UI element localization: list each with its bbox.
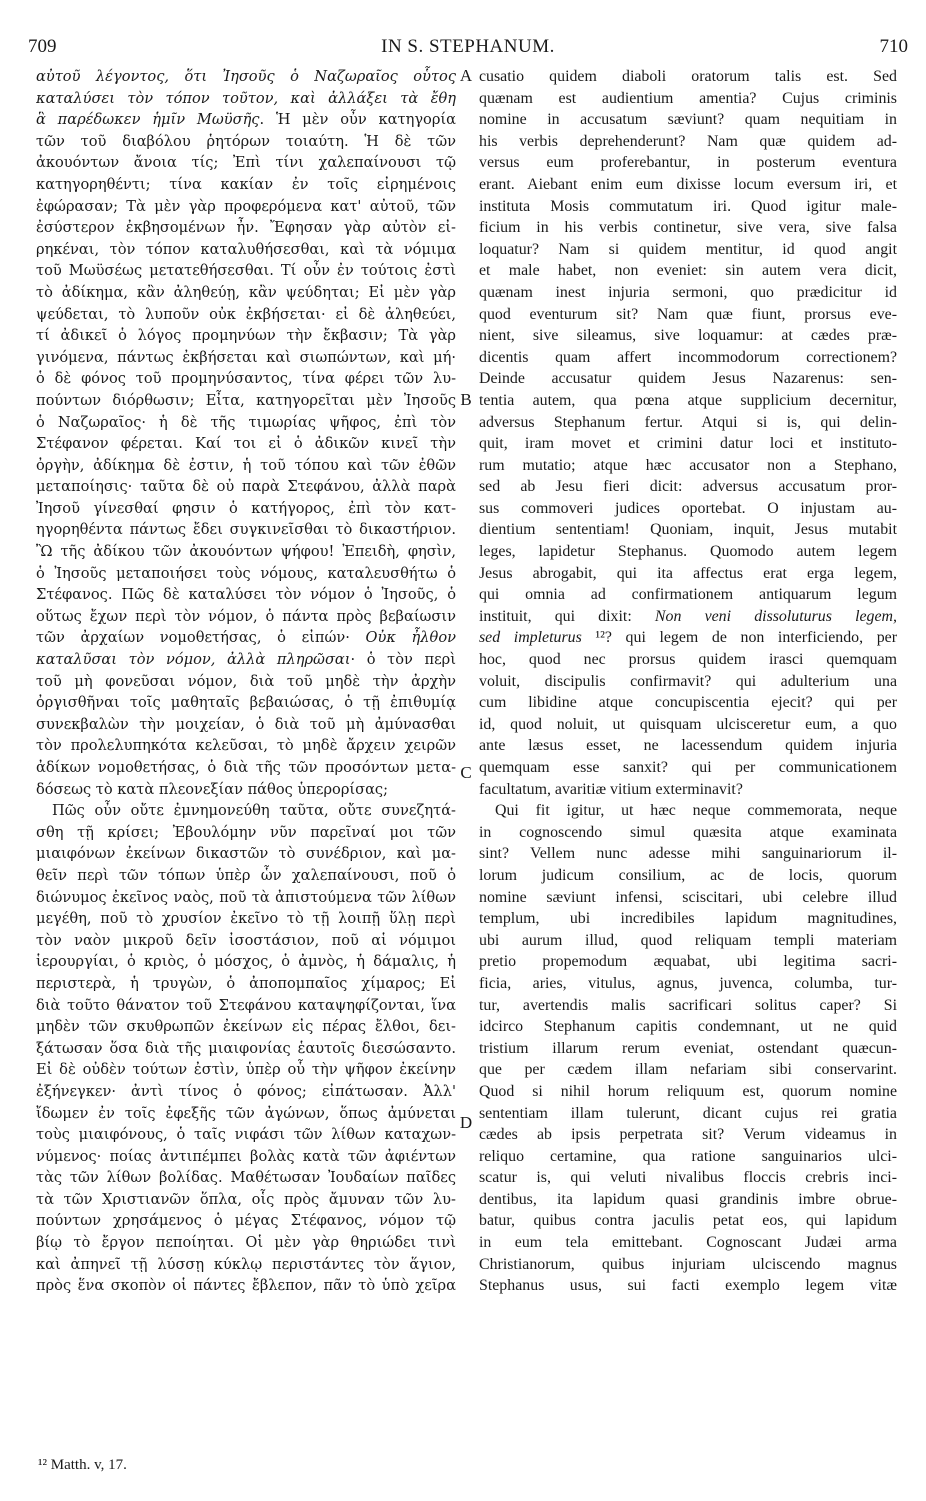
latin-text-line: nomine sæviunt infensi, sciscitari, ubi celebre illud [479,888,897,906]
latin-text-line: Christianorum, quibus injuriam ulciscendo magnus [479,1255,897,1273]
latin-text-line: Jesus abrogabit, qui ita affectus erat erga legem, [479,564,897,582]
latin-text-line: et male habet, non eveniet: sin autem vera dicit, [479,262,897,280]
latin-text-line: hoc, quod nec prorsus quidem irasci quemquam [479,651,897,669]
latin-text-line: quænam inest injuria sermoni, quo prædicitur id [479,283,897,301]
latin-text-line: lorum judicum consilium, ac de locis, quorum [479,866,897,884]
latin-text-line: adversus Stephanum fertur. Atqui si is, qui delin- [479,413,897,431]
greek-text-line: ηγορηθέντα πάντως ἔδει συγκινεῖσθαι τὸ δικαστήριον. [36,521,456,539]
greek-text-line: νύμενος· ποίας ἀντιπέμπει βολὰς κατὰ τῶν ἀφιέντων [36,1147,456,1165]
greek-text-line: καταλῦσαι τὸν νόμον, ἀλλὰ πληρῶσαι· ὁ τὸν περὶ [36,651,456,669]
latin-text-line: cædes ab ipsis perpetrata sit? Verum videamus in [479,1126,897,1144]
footnote: ¹² Matth. v, 17. [38,1457,127,1473]
latin-text-line: dientium sententiam! Quoniam, inquit, Jesus mutabit [479,521,897,539]
greek-text-line: θεῖν περὶ τῶν τόπων ὑπὲρ ὧν χαλεπαίνουσι, ποῦ ὁ [36,866,456,884]
latin-text-line: voluit, discipulis confirmavit? qui adulterium una [479,672,897,690]
greek-text-line: συνεκβαλὼν τὴν μοιχείαν, ὁ διὰ τοῦ μὴ ἀμύνασθαι [36,715,456,733]
latin-text-line: tristium illarum rerum eveniat, ostendant quæcun- [479,1039,897,1057]
greek-text-line: Ἰησοῦ γίνεσθαί φησιν ὁ κατήγορος, ἐπὶ τὸν κατ- [36,499,456,517]
latin-text-line: loquatur? Nam si quidem mentitur, id quod angit [479,240,897,258]
greek-text-line: τὸν ναὸν μικροῦ δεῖν ἰσοστάσιον, ποῦ αἱ νόμιμοι [36,931,456,949]
greek-text-line: ὁ Ἰησοῦς μεταποιήσει τοὺς νόμους, καταλευσθήτω ὁ [36,564,456,582]
greek-text-line: πούντων διόρθωσιν; Εἶτα, κατηγορεῖται μὲν Ἰησοῦς [36,391,456,409]
greek-text-line: μεγέθη, ποῦ τὸ χρυσίον ἐκεῖνο τὸ τῇ λοιπῇ ὕλῃ περὶ [36,910,456,928]
latin-text-line: rum mutatio; atque hæc accusator non a Stephano, [479,456,897,474]
page-header [28,36,908,62]
greek-text-line: σθη τῇ κρίσει; Ἐβουλόμην νῦν παρεῖναί μοι τῶν [36,823,456,841]
latin-text-line: nomine in accusatum sæviunt? quam nequitiam in [479,111,897,129]
greek-text-line: ἐσύστερον ἐκβησομένων ἦν. Ἔφησαν γὰρ αὐτὸν εἰ- [36,219,456,237]
greek-text-line: ψεύδεται, τὸ λυποῦν οὐκ ἐκβήσεται· εἰ δὲ ἀληθεύει, [36,305,456,323]
latin-text-line: erant. Aiebant enim eum dixisse locum eversum iri, et [479,175,897,193]
latin-text-line: quit, iram movet et crimini datur loci et instituto- [479,435,897,453]
greek-text-line: τί ἀδικεῖ ὁ λόγος προμηνύων τὴν ἔκβασιν; Τὰ γὰρ [36,327,456,345]
margin-marker-c: C [460,763,472,782]
latin-column [479,66,897,1297]
latin-text-line: que per cædem illam nefariam sibi conservarint. [479,1061,897,1079]
latin-text-line: qui omnia ad confirmationem antiquarum legum [479,586,897,604]
latin-text-line: quemquam esse sanxit? qui per communicationem [479,759,897,776]
greek-text-line: ἃ παρέδωκεν ἡμῖν Μωϋσῆς. Ἡ μὲν οὖν κατηγορία [36,111,456,129]
latin-text-line: cum libidine atque concupiscentia ejecit? qui per [479,694,897,712]
greek-text-line: τοὺς μιαιφόνους, ὁ ταῖς νιφάσι τῶν λίθων καταχων- [36,1126,456,1144]
latin-text-line: nient, sive sileamus, sive loquamur: at cædes præ- [479,327,897,345]
greek-text-line: πρὸς ἕνα σκοπὸν οἱ πάντες ἔβλεπον, πᾶν τὸ ὑπὸ χεῖρα [36,1277,456,1295]
latin-text-line: ante læsus esset, ne lacessendum quidem injuria [479,737,897,755]
latin-text-line: tentia autem, qua pœna atque supplicium decernitur, [479,391,897,409]
greek-text-line: τὰ τῶν Χριστιανῶν ὅπλα, οἷς πρὸς ἄμυναν τῶν λυ- [36,1190,456,1208]
latin-text-line: ubi aurum illud, quod reliquam templi materiam [479,931,897,949]
greek-text-line: ὀργὴν, ἀδίκημα δὲ ἐστιν, ἡ τοῦ τόπου καὶ τῶν ἐθῶν [36,456,456,474]
page-number-left: 709 [28,36,57,57]
latin-text-line: idcirco Stephanum capitis condemnant, ut ne quid [479,1018,897,1036]
greek-text-line: μιαιφόνων ἐκείνων δικαστῶν τὸ συνέδριον, καὶ μα- [36,845,456,863]
latin-text-line: batur, quibus contra jaculis petat eos, qui lapidum [479,1212,897,1230]
greek-text-line: ξάτωσαν ὅσα διὰ τῆς μιαιφονίας ἑαυτοῖς διεσώσαντο. [36,1039,456,1057]
latin-text-line: quænam est audientium amentia? Cujus criminis [479,89,897,107]
greek-text-line: ἱερουργίαι, ὁ κριὸς, ὁ μόσχος, ὁ ἀμνὸς, ἡ δάμαλις, ἡ [36,953,456,971]
latin-text-line: Deinde accusatur quidem Jesus Nazarenus: sen- [479,370,897,388]
latin-text-line: id, quod noluit, ut quisquam ulcisceretur eum, a quo [479,715,897,733]
latin-text-line: sint? Vellem nunc adesse mihi sanguinariorum il- [479,845,897,863]
latin-text-line: Quod si nihil horum reliquum est, quorum nomine [479,1082,897,1100]
greek-text-line: ὁ δὲ φόνος τοῦ προμηνύσαντος, τίνα φέρει τῶν λυ- [36,370,456,388]
running-title: IN S. STEPHANUM. [381,36,555,57]
greek-text-line: κατηγορηθέντι; τίνα κακίαν ἐν τοῖς εἰρημένοις [36,175,456,193]
latin-text-line: Stephanus usus, sui facti exemplo legem vitæ [479,1277,897,1295]
latin-text-line: versus eum proferebantur, in posterum eventura [479,154,897,172]
latin-text-line: quod eventurum sit? Nam quæ fiunt, prorsus eve- [479,305,897,323]
greek-text-line: μεταποίησις· ταῦτα δὲ οὐ παρὰ Στεφάνου, ἀλλὰ παρὰ [36,478,456,496]
greek-text-line: ἀκουόντων ἄνοια τίς; Ἐπὶ τίνι χαλεπαίνουσι τῷ [36,154,456,172]
greek-text-line: ρηκέναι, τὸν τόπον καταλυθήσεσθαι, καὶ τὰ νόμιμα [36,240,456,258]
greek-text-line: βίῳ τὸ ἔργον πεποίηται. Οἱ μὲν γὰρ θηριώδει τινὶ [36,1234,456,1252]
greek-text-line: καταλύσει τὸν τόπον τοῦτον, καὶ ἀλλάξει τὰ ἔθη [36,89,456,107]
latin-text-line: dentibus, ita lapidum quasi grandinis imbre obrue- [479,1190,897,1208]
greek-text-line: τοῦ Μωϋσέως μετατεθήσεσθαι. Τί οὖν ἐν τούτοις ἐστὶ [36,262,456,280]
greek-text-line: τῶν ἀρχαίων νομοθετήσας, ὁ εἰπών· Οὐκ ἦλθον [36,629,456,647]
greek-text-line: διώνυμος ἐκεῖνος ναὸς, ποῦ τὰ ἀπιστούμενα τῶν λίθων [36,888,456,906]
greek-text-line: τοῦ μὴ φονεῦσαι νόμον, διὰ τοῦ μηδὲ τὴν ἀρχὴν [36,672,456,690]
greek-text-line: Εἰ δὲ οὐδὲν τούτων ἐστὶν, ὑπὲρ οὗ τὴν ψῆφον ἐκείνην [36,1061,456,1079]
greek-text-line: δόσεως τὸ κατὰ πλεονεξίαν πάθος ὑπερορίσας; [36,780,389,798]
greek-text-line: τὰς τῶν λίθων βολίδας. Μαθέτωσαν Ἰουδαίων παῖδες [36,1169,456,1187]
greek-column [36,66,456,1297]
latin-text-line: ficia, aries, vitulus, agnus, juvenca, columba, tur- [479,974,897,992]
latin-text-line: dicentis quam affert incommodorum correctionem? [479,348,897,366]
latin-text-line: instituit, qui dixit: Non veni dissoluturus legem, [479,607,897,625]
margin-marker-b: B [460,390,472,409]
latin-text-line: sed impleturus ¹²? qui legem de non interficiendo, per [479,629,897,647]
latin-text-line: sus commoveri judices oportebat. O injustam au- [479,499,897,517]
greek-text-line: περιστερὰ, ἡ τρυγὼν, ὁ ἀποπομπαῖος χίμαρος; Εἰ [36,974,456,992]
latin-text-line: ficium in his verbis continetur, sive vera, sive falsa [479,219,897,237]
latin-text-line: instituta Mosis commutatum iri. Quod igitur male- [479,197,897,215]
latin-text-line: Qui fit igitur, ut hæc neque commemorata, neque [495,802,897,820]
latin-text-line: sed ab Jesu fieri dicit: adversus accusatum pror- [479,478,897,496]
greek-text-line: τῶν τοῦ διαβόλου ῥητόρων τοιαύτη. Ἡ δὲ τῶν [36,132,456,150]
greek-text-line: Πῶς οὖν οὔτε ἐμνημονεύθη ταῦτα, οὔτε συνεζητά- [52,802,456,820]
greek-text-line: αὐτοῦ λέγοντος, ὅτι Ἰησοῦς ὁ Ναζωραῖος οὗτος [36,68,456,85]
greek-text-line: ἐφώρασαν; Τὰ μὲν γὰρ προφερόμενα κατ' αὐτοῦ, τῶν [36,197,456,215]
greek-text-line: Στέφανον φέρεται. Καί τοι εἰ ὁ ἀδικῶν κινεῖ τὴν [36,435,456,453]
latin-text-line: reliquo certamine, qua ratione sanguinarios ulci- [479,1147,897,1165]
latin-text-line: in cognoscendo simul quæsita atque examinata [479,823,897,841]
page-number-right: 710 [879,36,908,57]
greek-text-line: οὕτως ἔχων περὶ τὸν νόμον, ὁ πάντα πρὸς βεβαίωσιν [36,607,456,625]
greek-text-line: μηδὲν τῶν σκυθρωπῶν ἐκείνων εἰς πέρας ἔλθοι, δει- [36,1018,456,1036]
greek-text-line: διὰ τοῦτο θάνατον τοῦ Στεφάνου καταψηφίζονται, ἵνα [36,996,456,1014]
greek-text-line: Ὢ τῆς ἀδίκου τῶν ἀκουόντων ψήφου! Ἐπειδὴ, φησὶν, [36,543,456,561]
greek-text-line: Στέφανος. Πῶς δὲ καταλύσει τὸν νόμον ὁ Ἰησοῦς, ὁ [36,586,456,604]
margin-marker-d: D [459,1113,473,1132]
greek-text-line: ὁ Ναζωραῖος· ἡ δὲ τῆς τιμωρίας ψῆφος, ἐπὶ τὸν [36,413,456,431]
latin-text-line: his verbis deprehenderunt? Nam quæ quidem ad- [479,132,897,150]
latin-text-line: tur, avertendis malis sacrificari solitus caper? Si [479,996,897,1014]
latin-text-line: cusatio quidem diaboli oratorum talis est. Sed [479,68,897,85]
latin-text-line: templum, ubi incredibiles lapidum magnitudines, [479,910,897,928]
margin-marker-a: A [459,66,473,85]
greek-text-line: γινόμενα, πάντως ἐκβήσεται καὶ σιωπώντων, καὶ μή· [36,348,456,366]
latin-text-line: facultatum, avaritiæ vitium exterminavit? [479,780,743,798]
latin-text-line: leges, lapidetur Stephanus. Quomodo autem legem [479,543,897,561]
latin-text-line: in eum tela emittebant. Cognoscant Judæi arma [479,1234,897,1252]
latin-text-line: pretio propemodum æquabat, ubi legitima sacri- [479,953,897,971]
greek-text-line: τὸν προλελυπηκότα κελεῦσαι, τὸ μηδὲ ἄρχειν χειρῶν [36,737,456,755]
greek-text-line: ὀργισθῆναι τοῖς μαθηταῖς βεβαιώσας, ὁ τῇ ἐπιθυμίᾳ [36,694,456,712]
latin-text-line: scatur is, qui veluti nivalibus floccis crebris inci- [479,1169,897,1187]
greek-text-line: ἐξήνεγκεν· ἀντὶ τίνος ὁ φόνος; εἰπάτωσαν. Ἀλλ' [36,1082,456,1100]
greek-text-line: καὶ ἀπηνεῖ τῇ λύσσῃ κύκλῳ περιστάντες τὸν ἅγιον, [36,1255,456,1273]
greek-text-line: τὸ ἀδίκημα, κἂν ἀληθεύῃ, κἂν ψεύδηται; Εἰ μὲν γὰρ [36,283,456,301]
latin-text-line: sententiam illam tulerunt, dicant cujus rei gratia [479,1104,897,1122]
greek-text-line: πούντων χρησάμενος ὁ μέγας Στέφανος, νόμον τῷ [36,1212,456,1230]
greek-text-line: ἴδωμεν ἐν τοῖς ἐφεξῆς τῶν ἀγώνων, ὅπως ἀμύνεται [36,1104,456,1122]
greek-text-line: ἀδίκων νομοθετήσας, ὁ διὰ τῆς τῶν προσόντων μετα- [36,759,456,776]
